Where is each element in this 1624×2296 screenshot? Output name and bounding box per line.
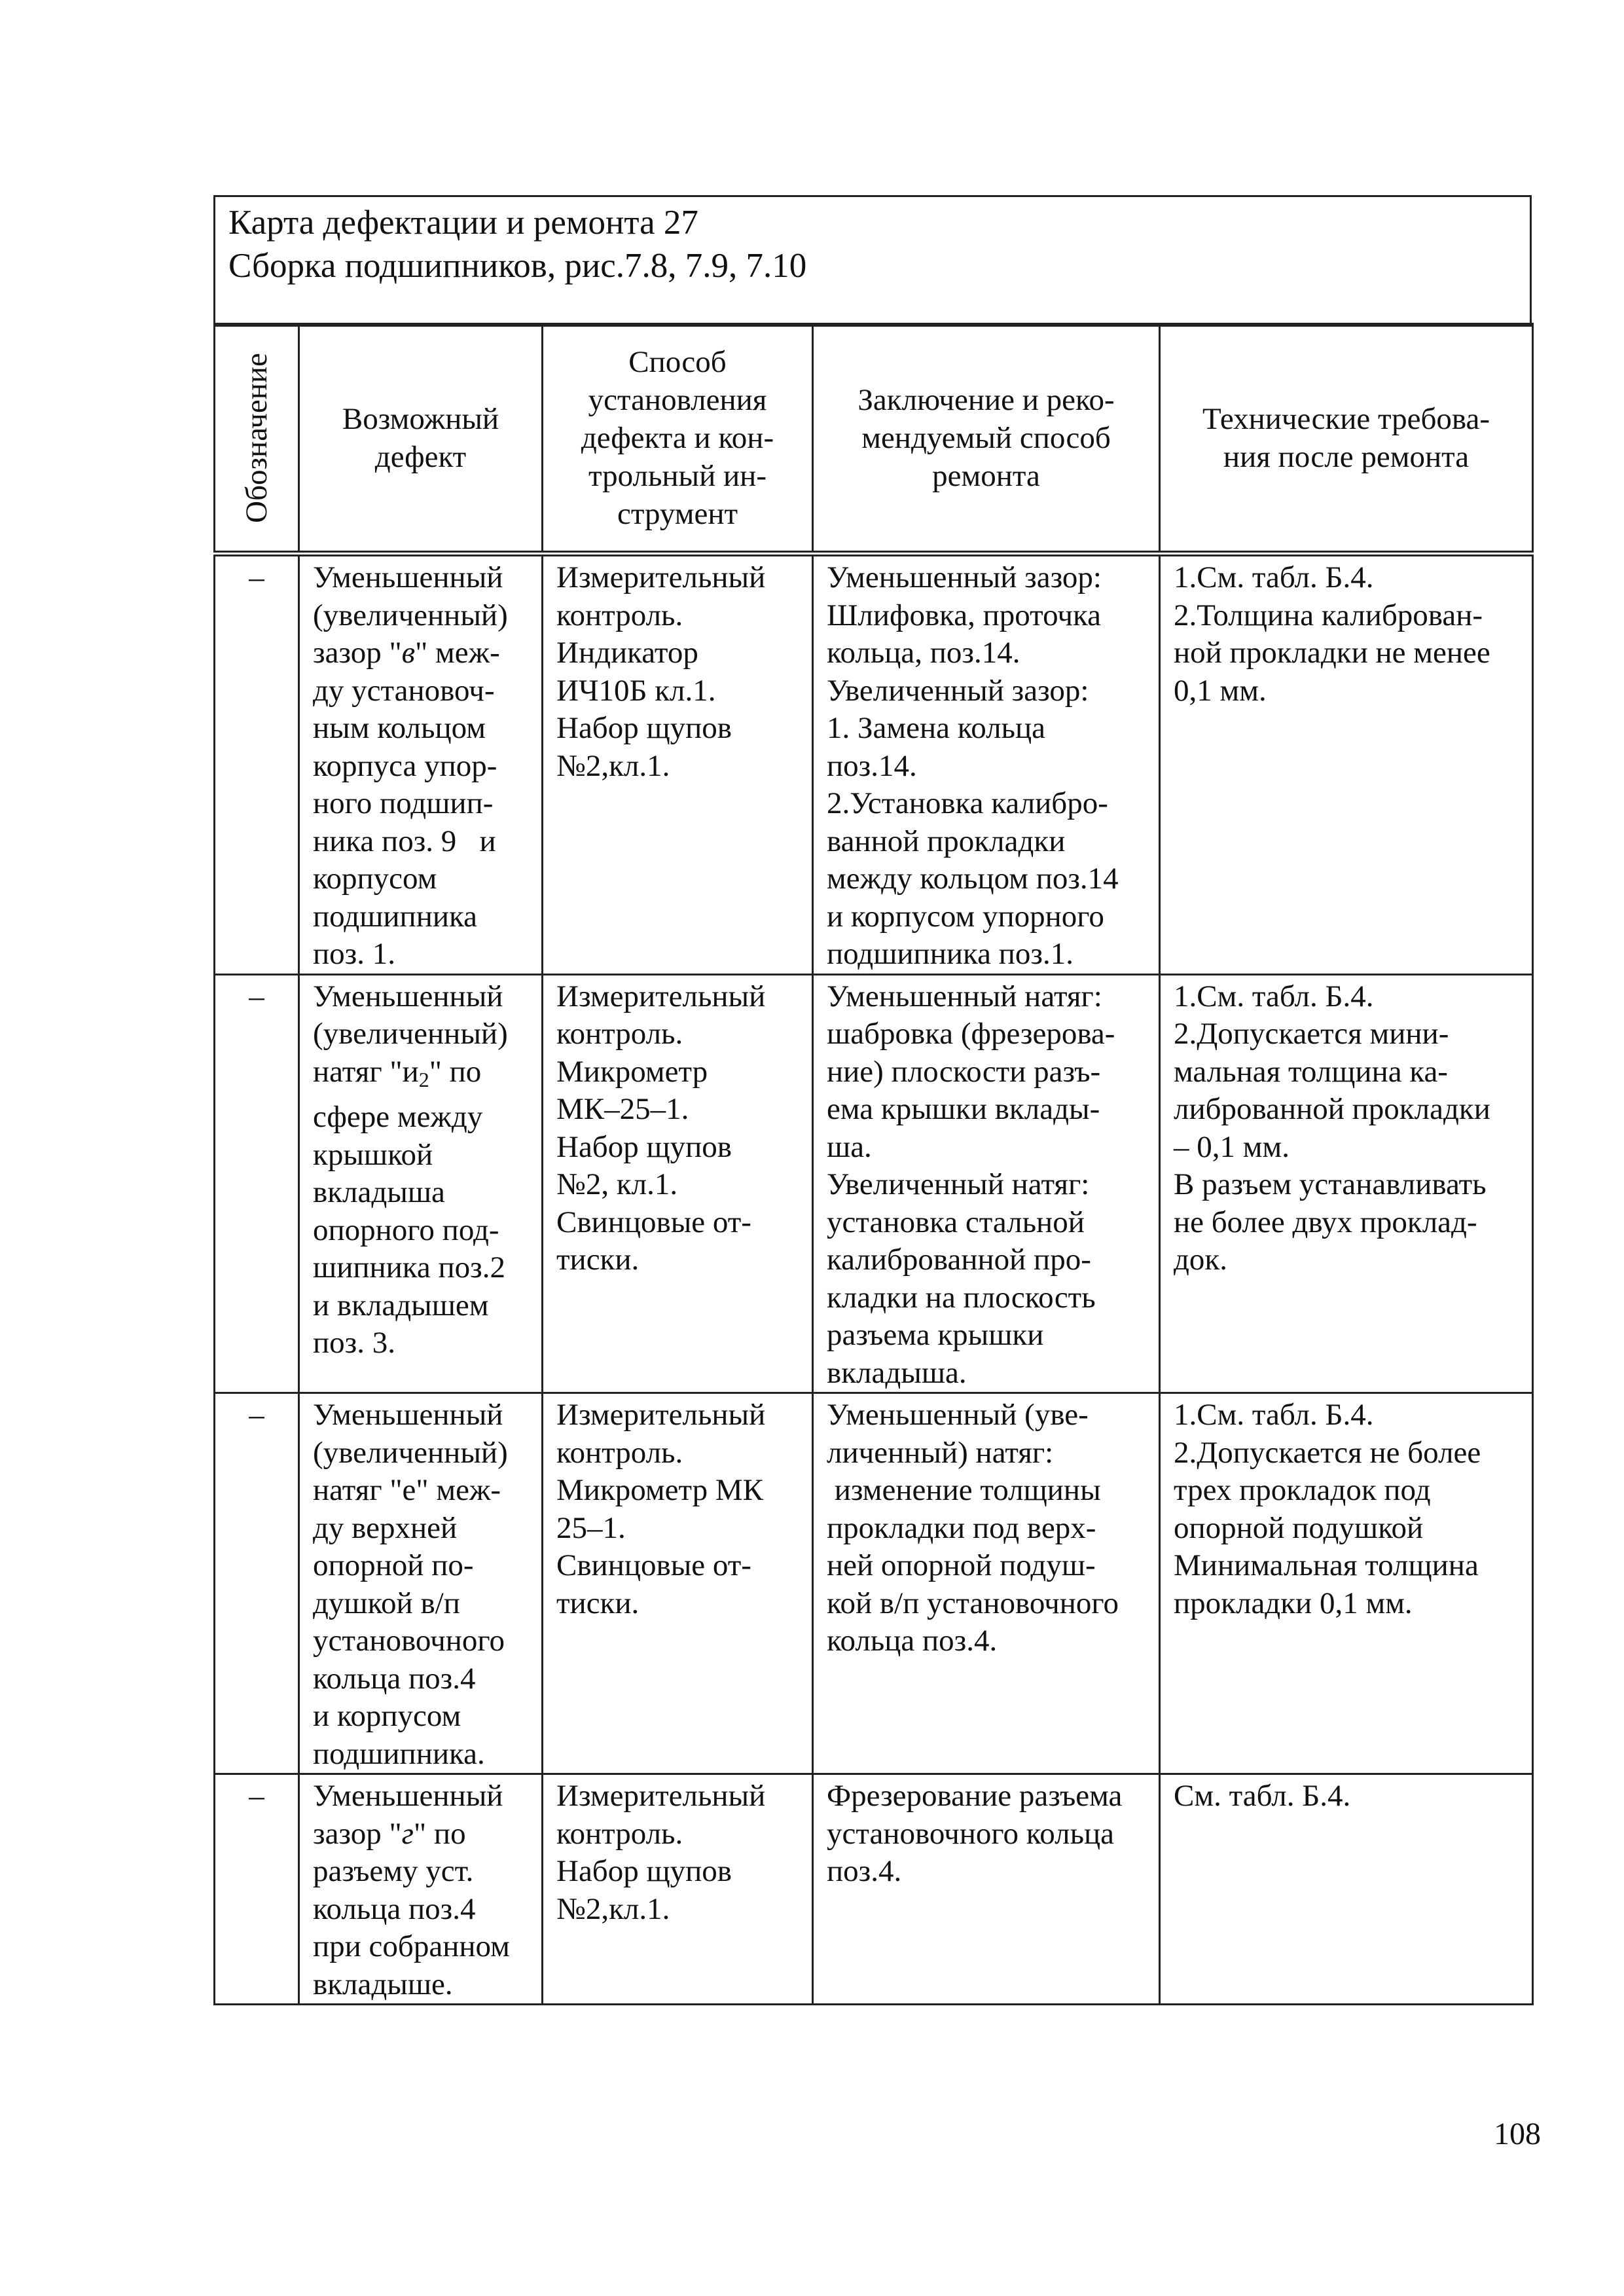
cell-line: ного подшип- bbox=[313, 786, 494, 820]
header-method-line: дефекта и кон- bbox=[581, 420, 774, 455]
page-number: 108 bbox=[1494, 2117, 1541, 2151]
cell-line: натяг "$и_2$" по bbox=[313, 1054, 482, 1091]
table-row bbox=[215, 554, 1533, 975]
cell-line: корпуса упор- bbox=[313, 748, 497, 783]
row-method bbox=[543, 1774, 813, 2005]
cell-line: установочного bbox=[313, 1624, 505, 1658]
cell-line: трех прокладок под bbox=[1174, 1473, 1431, 1507]
cell-line: и вкладышем bbox=[313, 1288, 489, 1322]
cell-line: подшипника поз.1. bbox=[827, 937, 1074, 971]
cell-line: ней опорной подуш- bbox=[827, 1548, 1096, 1582]
cell-line: вкладыша. bbox=[827, 1355, 967, 1390]
cell-line: ние) плоскости разъ- bbox=[827, 1054, 1101, 1089]
cell-line: 2.Допускается мини- bbox=[1174, 1017, 1449, 1051]
cell-line: Свинцовые от- bbox=[556, 1548, 751, 1582]
cell-line: №2,кл.1. bbox=[556, 1891, 670, 1926]
header-defect-line: Возможный bbox=[342, 401, 499, 436]
cell-line: ванной прокладки bbox=[827, 824, 1066, 858]
cell-line: установочного кольца bbox=[827, 1816, 1115, 1851]
header-method bbox=[543, 324, 813, 554]
cell-line: Фрезерование разъема bbox=[827, 1779, 1123, 1813]
cell-line: 2.Толщина калиброван- bbox=[1174, 598, 1483, 632]
header-method-line: установления bbox=[588, 382, 767, 417]
cell-line: Увеличенный натяг: bbox=[827, 1167, 1090, 1201]
cell-line: Набор щупов bbox=[556, 711, 732, 745]
row-designation: – bbox=[215, 974, 299, 1393]
cell-line: поз.14. bbox=[827, 748, 917, 783]
cell-line: прокладки под верх- bbox=[827, 1510, 1096, 1545]
header-requirements bbox=[1160, 324, 1533, 554]
cell-line: Минимальная толщина bbox=[1174, 1548, 1479, 1582]
row-requirements bbox=[1160, 554, 1533, 975]
cell-line: крышкой bbox=[313, 1137, 433, 1172]
row-defect bbox=[299, 1774, 543, 2005]
table-row bbox=[215, 1393, 1533, 1774]
cell-line: Уменьшенный (уве- bbox=[827, 1398, 1089, 1432]
cell-line: кольца поз.4 bbox=[313, 1661, 476, 1696]
row-defect bbox=[299, 1393, 543, 1774]
cell-line: контроль. bbox=[556, 598, 683, 632]
cell-line: См. табл. Б.4. bbox=[1174, 1779, 1351, 1813]
cell-line: Уменьшенный bbox=[313, 560, 503, 594]
cell-line: 0,1 мм. bbox=[1174, 673, 1267, 708]
cell-line: при собранном bbox=[313, 1929, 510, 1963]
cell-line: установка стальной bbox=[827, 1205, 1085, 1239]
row-designation: – bbox=[215, 554, 299, 975]
cell-line: 2.Допускается не более bbox=[1174, 1435, 1481, 1470]
table-row bbox=[215, 1774, 1533, 2005]
row-designation: – bbox=[215, 1774, 299, 2005]
cell-line: ду установоч- bbox=[313, 673, 495, 708]
row-defect bbox=[299, 554, 543, 975]
cell-line: шабровка (фрезерова- bbox=[827, 1017, 1115, 1051]
cell-line: подшипника. bbox=[313, 1736, 485, 1771]
cell-line: кладки на плоскость bbox=[827, 1280, 1096, 1315]
row-designation: – bbox=[215, 1393, 299, 1774]
cell-line: ша. bbox=[827, 1129, 872, 1164]
cell-line: ду верхней bbox=[313, 1510, 458, 1545]
cell-line: прокладки 0,1 мм. bbox=[1174, 1586, 1413, 1620]
cell-line: Шлифовка, проточка bbox=[827, 598, 1102, 632]
defect-table bbox=[213, 323, 1534, 2005]
cell-line: Микрометр МК bbox=[556, 1473, 763, 1507]
cell-line: кольца поз.4. bbox=[827, 1624, 998, 1658]
header-requirements-line: Технические требова- bbox=[1202, 401, 1490, 436]
cell-line: 1. Замена кольца bbox=[827, 711, 1046, 745]
table-row bbox=[215, 974, 1533, 1393]
cell-line: опорной подушкой bbox=[1174, 1510, 1424, 1545]
cell-line: (увеличенный) bbox=[313, 598, 508, 632]
cell-line: 1.См. табл. Б.4. bbox=[1174, 979, 1374, 1013]
cell-line: (увеличенный) bbox=[313, 1435, 508, 1470]
cell-line: контроль. bbox=[556, 1816, 683, 1851]
cell-line: и корпусом bbox=[313, 1699, 461, 1733]
header-method-line: трольный ин- bbox=[588, 458, 767, 493]
cell-line: Индикатор bbox=[556, 636, 698, 670]
cell-line: тиски. bbox=[556, 1586, 640, 1620]
header-designation bbox=[215, 324, 299, 554]
cell-line: тиски. bbox=[556, 1243, 640, 1277]
cell-line: Измерительный bbox=[556, 1779, 766, 1813]
cell-line: сфере между bbox=[313, 1100, 483, 1134]
cell-line: кольца, поз.14. bbox=[827, 636, 1020, 670]
cell-line: мальная толщина ка- bbox=[1174, 1054, 1448, 1089]
table-header-row bbox=[215, 324, 1533, 554]
cell-line: зазор "в" меж- bbox=[313, 636, 500, 670]
cell-line: не более двух проклад- bbox=[1174, 1205, 1477, 1239]
row-conclusion bbox=[813, 554, 1160, 975]
row-conclusion bbox=[813, 1393, 1160, 1774]
cell-line: Измерительный bbox=[556, 560, 766, 594]
cell-line: между кольцом поз.14 bbox=[827, 862, 1119, 896]
cell-line: кольца поз.4 bbox=[313, 1891, 476, 1926]
cell-line: Увеличенный зазор: bbox=[827, 673, 1089, 708]
cell-line: контроль. bbox=[556, 1017, 683, 1051]
card-header-box bbox=[213, 195, 1532, 327]
cell-line: ной прокладки не менее bbox=[1174, 636, 1490, 670]
cell-line: 1.См. табл. Б.4. bbox=[1174, 560, 1374, 594]
cell-line: Свинцовые от- bbox=[556, 1205, 751, 1239]
cell-line: №2, кл.1. bbox=[556, 1167, 678, 1201]
cell-line: ИЧ10Б кл.1. bbox=[556, 673, 716, 708]
cell-line: кой в/п установочного bbox=[827, 1586, 1119, 1620]
cell-line: Измерительный bbox=[556, 979, 766, 1013]
cell-line: вкладыше. bbox=[313, 1967, 453, 2001]
cell-line: Уменьшенный bbox=[313, 1779, 503, 1813]
cell-line: личенный) натяг: bbox=[827, 1435, 1054, 1470]
header-requirements-line: ния после ремонта bbox=[1223, 439, 1470, 474]
cell-line: – 0,1 мм. bbox=[1174, 1129, 1290, 1164]
row-method bbox=[543, 554, 813, 975]
cell-line: Набор щупов bbox=[556, 1129, 732, 1164]
cell-line: разъема крышки bbox=[827, 1318, 1044, 1352]
cell-line: 1.См. табл. Б.4. bbox=[1174, 1398, 1374, 1432]
cell-line: душкой в/п bbox=[313, 1586, 460, 1620]
cell-line: 2.Установка калибро- bbox=[827, 786, 1108, 820]
cell-line: поз. 3. bbox=[313, 1326, 395, 1360]
cell-line: Измерительный bbox=[556, 1398, 766, 1432]
row-method bbox=[543, 1393, 813, 1774]
cell-line: (увеличенный) bbox=[313, 1017, 508, 1051]
header-defect bbox=[299, 324, 543, 554]
cell-line: ным кольцом bbox=[313, 711, 486, 745]
cell-line: ника поз. 9 и bbox=[313, 824, 496, 858]
cell-line: контроль. bbox=[556, 1435, 683, 1470]
header-conclusion-line: Заключение и реко- bbox=[857, 382, 1115, 417]
cell-line: МК–25–1. bbox=[556, 1092, 689, 1126]
row-requirements bbox=[1160, 1393, 1533, 1774]
cell-line: №2,кл.1. bbox=[556, 748, 670, 783]
row-defect bbox=[299, 974, 543, 1393]
header-defect-line: дефект bbox=[374, 439, 467, 474]
cell-line: корпусом bbox=[313, 862, 437, 896]
cell-line: подшипника bbox=[313, 899, 477, 934]
card-title: Карта дефектации и ремонта 27 bbox=[228, 204, 698, 242]
cell-line: вкладыша bbox=[313, 1175, 445, 1209]
cell-line: опорной по- bbox=[313, 1548, 474, 1582]
card-header bbox=[215, 197, 1530, 325]
cell-line: шипника поз.2 bbox=[313, 1250, 506, 1285]
cell-line: изменение толщины bbox=[827, 1473, 1101, 1507]
cell-line: опорного под- bbox=[313, 1212, 499, 1247]
cell-line: зазор "г" по bbox=[313, 1816, 466, 1851]
cell-line: либрованной прокладки bbox=[1174, 1092, 1490, 1126]
header-designation-label: Обозначение bbox=[240, 352, 274, 523]
cell-line: Микрометр bbox=[556, 1054, 708, 1089]
cell-line: Уменьшенный bbox=[313, 1398, 503, 1432]
cell-line: Набор щупов bbox=[556, 1854, 732, 1888]
cell-line: поз.4. bbox=[827, 1854, 902, 1888]
row-requirements bbox=[1160, 974, 1533, 1393]
cell-line: калиброванной про- bbox=[827, 1243, 1091, 1277]
row-conclusion bbox=[813, 1774, 1160, 2005]
cell-line: натяг "е" меж- bbox=[313, 1473, 501, 1507]
header-method-line: струмент bbox=[617, 496, 738, 531]
card-subtitle: Сборка подшипников, рис.7.8, 7.9, 7.10 bbox=[228, 247, 807, 285]
cell-line: Уменьшенный bbox=[313, 979, 503, 1013]
cell-line: разъему уст. bbox=[313, 1854, 474, 1888]
cell-line: В разъем устанавливать bbox=[1174, 1167, 1487, 1201]
cell-line: Уменьшенный зазор: bbox=[827, 560, 1102, 594]
header-method-line: Способ bbox=[628, 344, 727, 379]
cell-line: ема крышки вклады- bbox=[827, 1092, 1100, 1126]
cell-line: Уменьшенный натяг: bbox=[827, 979, 1102, 1013]
cell-line: и корпусом упорного bbox=[827, 899, 1104, 934]
header-conclusion-line: мендуемый способ bbox=[861, 420, 1111, 455]
header-conclusion-line: ремонта bbox=[932, 458, 1040, 493]
row-requirements bbox=[1160, 1774, 1533, 2005]
cell-line: поз. 1. bbox=[313, 937, 395, 971]
row-conclusion bbox=[813, 974, 1160, 1393]
header-conclusion bbox=[813, 324, 1160, 554]
cell-line: 25–1. bbox=[556, 1510, 626, 1545]
row-method bbox=[543, 974, 813, 1393]
cell-line: док. bbox=[1174, 1243, 1227, 1277]
